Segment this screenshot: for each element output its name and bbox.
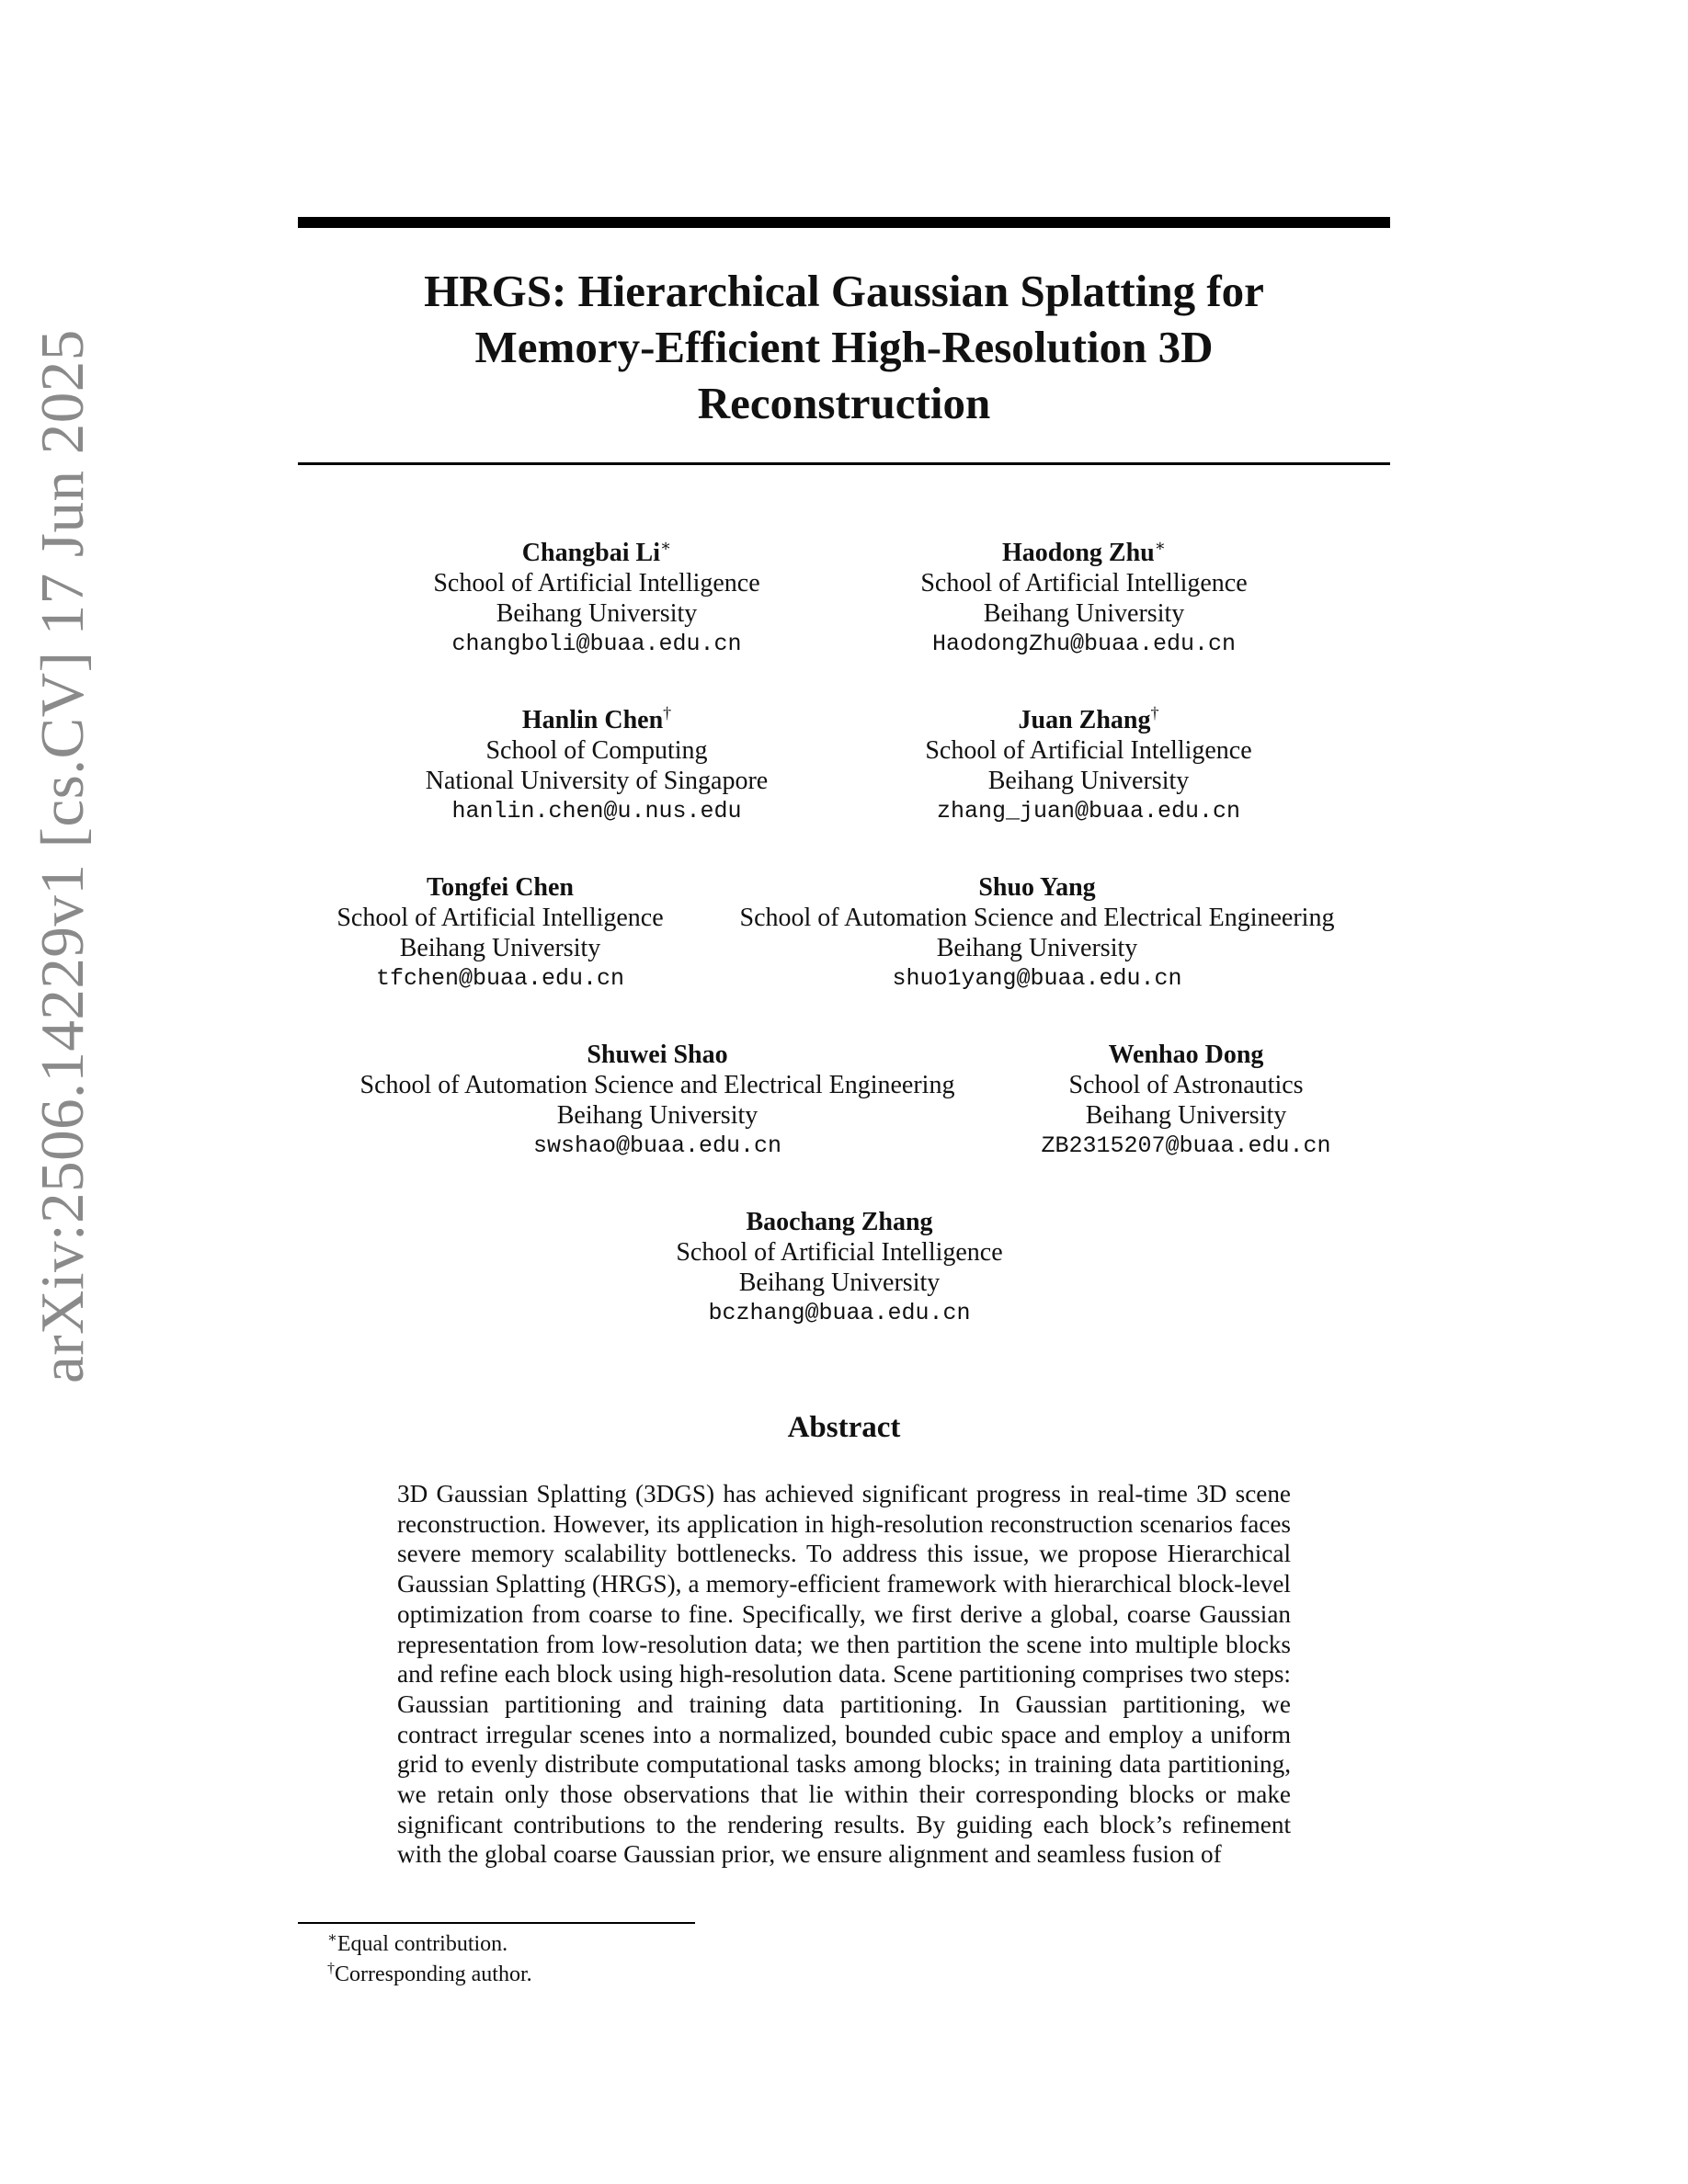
author-mark: † (663, 703, 672, 722)
author-name: Juan Zhang (1018, 706, 1151, 734)
author-block (1011, 1040, 1361, 1161)
author-block (614, 1207, 1065, 1328)
author-name: Hanlin Chen (521, 706, 664, 734)
author-dept: School of Astronautics (1068, 1071, 1304, 1099)
footnote-text: Equal contribution. (336, 1932, 508, 1956)
author-name: Baochang Zhang (746, 1208, 933, 1236)
footnote (327, 1929, 532, 1960)
author-block (863, 705, 1314, 826)
author-name: Wenhao Dong (1108, 1041, 1264, 1069)
author-dept: School of Artificial Intelligence (676, 1238, 1003, 1267)
footnote (327, 1960, 532, 1990)
author-university: Beihang University (556, 1101, 758, 1130)
author-university: Beihang University (987, 767, 1190, 795)
author-name: Changbai Li (521, 539, 660, 567)
author-email[interactable]: tfchen@buaa.edu.cn (375, 965, 625, 992)
author-block (326, 1040, 988, 1161)
author-dept: School of Artificial Intelligence (925, 736, 1252, 765)
author-university: Beihang University (983, 599, 1185, 628)
author-name: Tongfei Chen (426, 873, 574, 902)
author-dept: School of Computing (485, 736, 708, 765)
author-email[interactable]: zhang_juan@buaa.edu.cn (936, 798, 1241, 825)
author-dept: School of Artificial Intelligence (433, 569, 760, 597)
abstract-heading: Abstract (787, 1411, 901, 1444)
author-block (371, 538, 822, 659)
author-university: Beihang University (936, 934, 1138, 962)
title-line: Memory-Efficient High-Resolution 3D (474, 322, 1214, 372)
author-email[interactable]: HaodongZhu@buaa.edu.cn (931, 631, 1237, 657)
author-email[interactable]: ZB2315207@buaa.edu.cn (1041, 1132, 1331, 1159)
author-mark: ∗ (659, 536, 672, 555)
footnote-mark: ∗ (327, 1930, 337, 1946)
author-block (312, 872, 689, 994)
author-block (859, 538, 1309, 659)
author-block (706, 872, 1368, 994)
author-university: Beihang University (399, 934, 601, 962)
arxiv-side-stamp: arXiv:2506.14229v1 [cs.CV] 17 Jun 2025 (29, 329, 97, 1383)
author-email[interactable]: changboli@buaa.edu.cn (451, 631, 742, 657)
author-dept: School of Artificial Intelligence (336, 904, 664, 932)
author-email[interactable]: shuo1yang@buaa.edu.cn (892, 965, 1182, 992)
author-dept: School of Artificial Intelligence (920, 569, 1248, 597)
title-line: Reconstruction (697, 378, 991, 428)
author-university: Beihang University (738, 1268, 941, 1297)
footnotes (327, 1929, 532, 1990)
title-top-rule (298, 217, 1390, 228)
author-mark: † (1150, 703, 1159, 722)
paper-title (298, 263, 1390, 431)
author-university: Beihang University (496, 599, 698, 628)
author-email[interactable]: swshao@buaa.edu.cn (532, 1132, 782, 1159)
author-dept: School of Automation Science and Electrical Engineering (739, 904, 1335, 932)
author-email[interactable]: bczhang@buaa.edu.cn (708, 1300, 971, 1326)
footnote-mark: † (327, 1961, 335, 1976)
author-name: Shuo Yang (978, 873, 1096, 902)
author-university: National University of Singapore (425, 767, 769, 795)
author-dept: School of Automation Science and Electrical Engineering (359, 1071, 955, 1099)
author-name: Shuwei Shao (587, 1041, 728, 1069)
title-bottom-rule (298, 462, 1390, 465)
footnote-rule (298, 1922, 695, 1924)
author-email[interactable]: hanlin.chen@u.nus.edu (451, 798, 742, 825)
footnote-text: Corresponding author. (335, 1962, 532, 1986)
author-mark: ∗ (1154, 536, 1166, 555)
author-name: Haodong Zhu (1002, 539, 1155, 567)
author-university: Beihang University (1085, 1101, 1287, 1130)
title-line: HRGS: Hierarchical Gaussian Splatting for (424, 266, 1264, 316)
author-block (371, 705, 822, 826)
abstract-body: 3D Gaussian Splatting (3DGS) has achieved significant progress in real-time 3D scene reconstruction. However, its application in high-resolution reconstruction scenarios faces severe memory scalability bottlenecks. To address this issue, we propose Hierarchical Gaussian Splatting (HRGS), a memory-efficient framework with hierarchical block-level optimization from coarse to fine. Specifically, we first derive a global, coarse Gaussian representation from low-resolution data; we then partition the scene into multiple blocks and refine each block using high-resolution data. Scene partitioning comprises two steps: Gaussian partitioning and training data partitioning. In Gaussian partitioning, we contract irregular scenes into a normalized, bounded cubic space and employ a uniform grid to evenly distribute computational tasks among blocks; in training data partitioning, we retain only those observations that lie within their corresponding blocks or make significant contributions to the rendering results. By guiding each block’s refinement with the global coarse Gaussian prior, we ensure alignment and seamless fusion of (397, 1480, 1291, 1869)
